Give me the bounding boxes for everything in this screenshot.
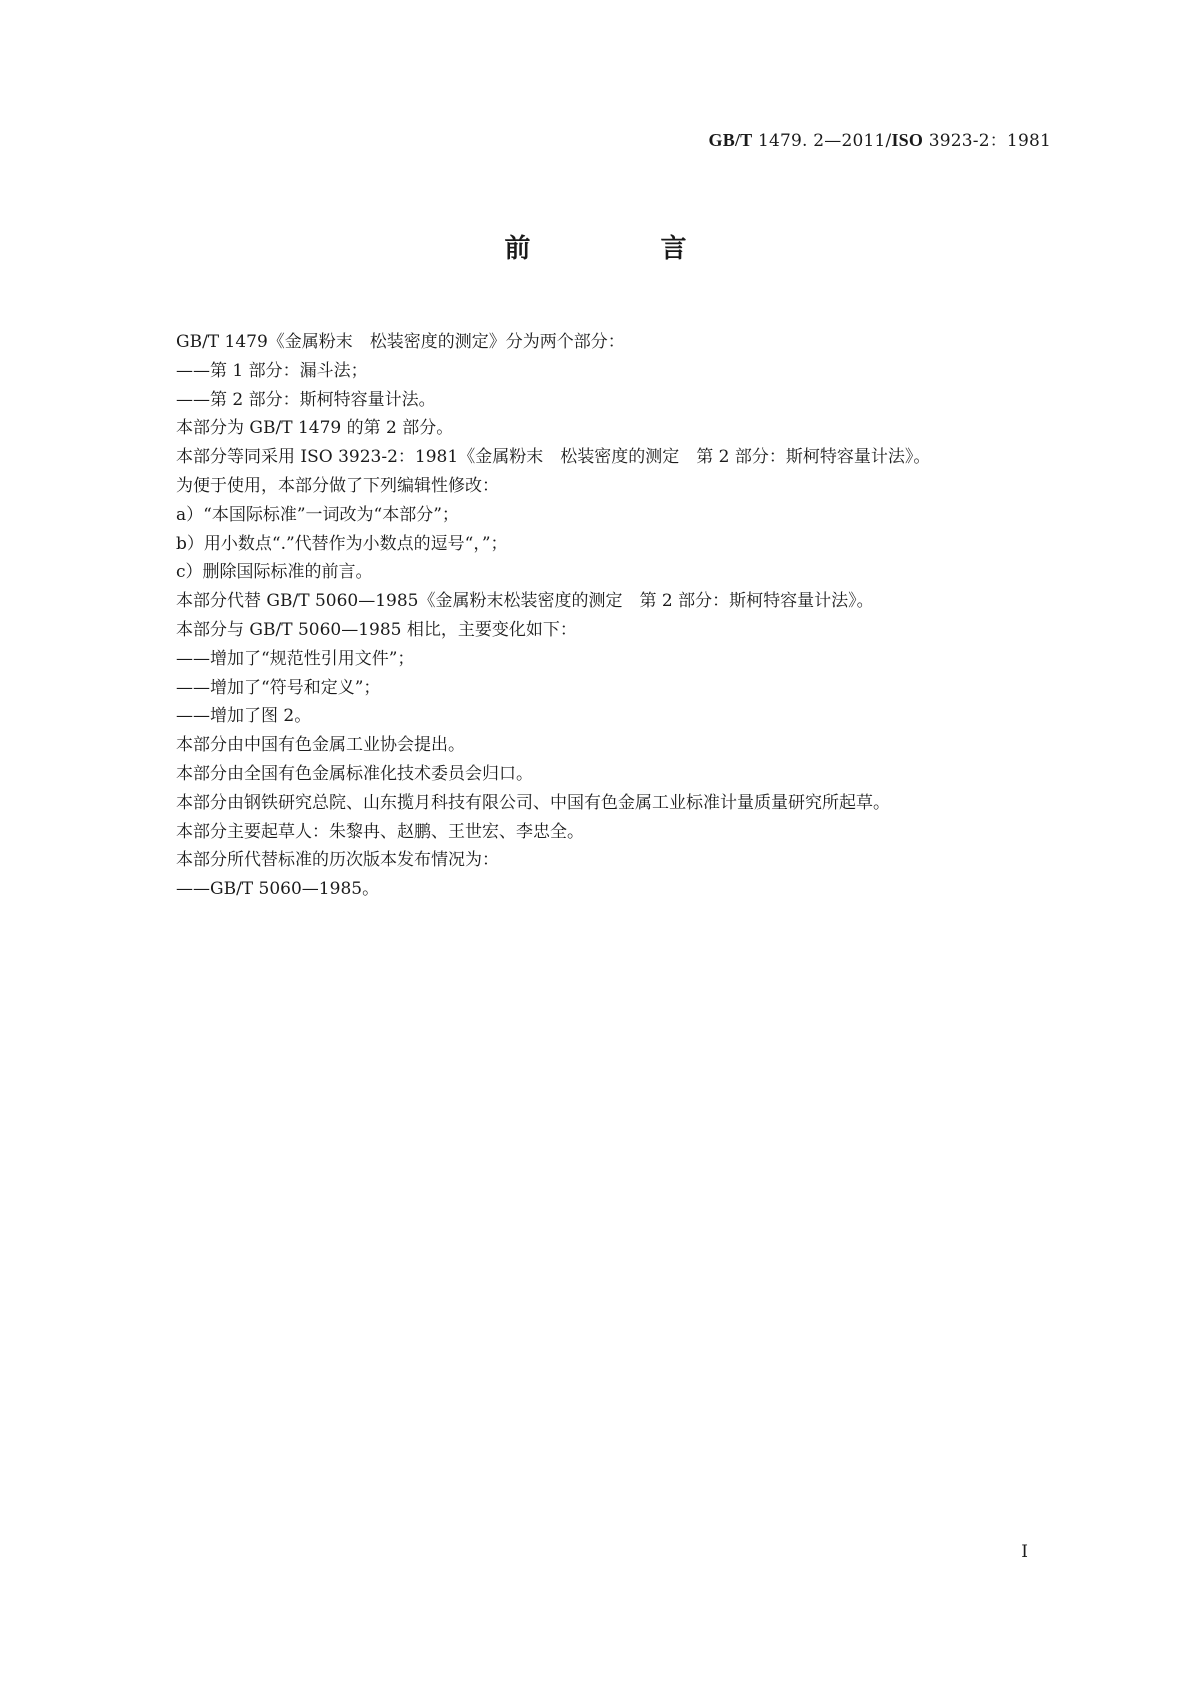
iso-code: ISO bbox=[891, 130, 924, 150]
paragraph: 为便于使用，本部分做了下列编辑性修改： bbox=[176, 475, 499, 496]
paragraph: 本部分为 GB/T 1479 的第 2 部分。 bbox=[176, 418, 454, 439]
paragraph: ——第 2 部分：斯柯特容量计法。 bbox=[176, 389, 436, 410]
paragraph: ——第 1 部分：漏斗法； bbox=[176, 360, 368, 381]
list-item: ——增加了“规范性引用文件”； bbox=[176, 648, 415, 669]
page-title: 前 言 bbox=[504, 234, 739, 264]
paragraph: 本部分主要起草人：朱黎冉、赵鹏、王世宏、李忠全。 bbox=[176, 821, 584, 842]
standard-number: 1479. 2—2011/ bbox=[757, 131, 892, 151]
iso-number: 3923-2：1981 bbox=[928, 131, 1051, 151]
list-item: ——增加了“符号和定义”； bbox=[176, 677, 381, 698]
paragraph: 本部分与 GB/T 5060—1985 相比，主要变化如下： bbox=[176, 619, 577, 640]
standard-header bbox=[709, 126, 1051, 151]
list-item: c）删除国际标准的前言。 bbox=[176, 562, 373, 583]
paragraph: GB/T 1479《金属粉末 松装密度的测定》分为两个部分： bbox=[176, 332, 625, 352]
paragraph: 本部分等同采用 ISO 3923-2：1981《金属粉末 松装密度的测定 第 2 部分：斯柯特容量计法》。 bbox=[176, 447, 931, 468]
list-item: b）用小数点“.”代替作为小数点的逗号“，”； bbox=[176, 533, 508, 554]
paragraph: 本部分由中国有色金属工业协会提出。 bbox=[176, 735, 465, 756]
paragraph: 本部分所代替标准的历次版本发布情况为： bbox=[176, 850, 499, 871]
paragraph: 本部分由全国有色金属标准化技术委员会归口。 bbox=[176, 763, 533, 784]
standard-code: GB/T bbox=[708, 130, 753, 150]
list-item: a）“本国际标准”一词改为“本部分”； bbox=[176, 504, 459, 525]
foreword-body bbox=[176, 328, 1056, 904]
paragraph: 本部分代替 GB/T 5060—1985《金属粉末松装密度的测定 第 2 部分：斯柯特容量计法》。 bbox=[176, 591, 874, 612]
list-item: ——GB/T 5060—1985。 bbox=[176, 879, 380, 900]
list-item: ——增加了图 2。 bbox=[176, 706, 312, 727]
paragraph: 本部分由钢铁研究总院、山东揽月科技有限公司、中国有色金属工业标准计量质量研究所起草。 bbox=[176, 792, 890, 813]
page-number: I bbox=[1021, 1542, 1028, 1562]
